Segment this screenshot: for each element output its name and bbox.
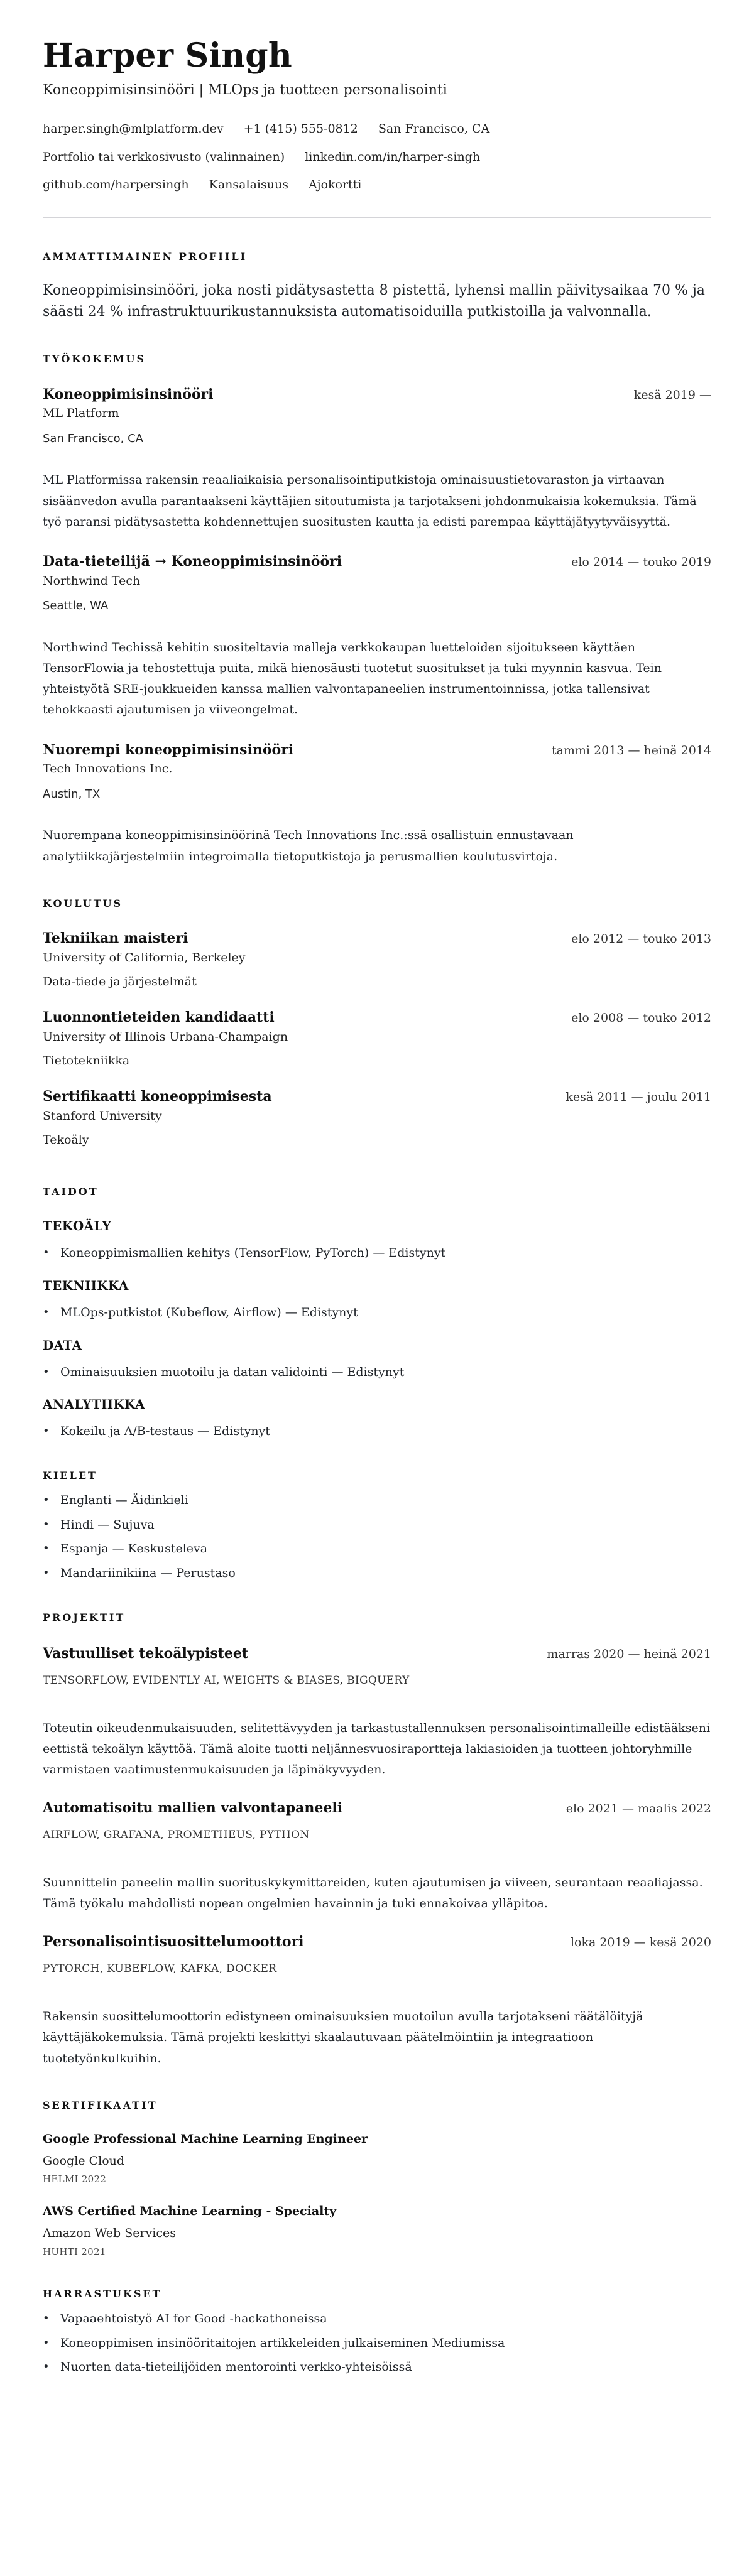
skill-category: ANALYTIIKKA [43, 1397, 145, 1412]
project-description: Suunnittelin paneelin mallin suorituskykymittareiden, kuten ajautumisen ja viiveen, seurantaan reaaliajassa. Tämä työkalu mahdollisti nopean ongelmien havainnin ja tuki ennakoivaa ylläpitoa. [43, 1875, 703, 1911]
job-dates: elo 2014 — touko 2019 [571, 555, 711, 570]
language-item: • Englanti — Äidinkieli [43, 1493, 711, 1508]
project-description: Rakensin suosittelumoottorin edistyneen ominaisuuksien muotoilun avulla tarjotakseni räätälöityjä käyttäjäkokemuksia. Tämä projekti keskittyi skaalautuvaan päätelmöintiin ja integraatioon tuotetyönkulkuihin. [43, 2010, 643, 2065]
project-entry [43, 1933, 711, 2069]
section-certifications [43, 2099, 711, 2258]
contact-row-2 [43, 149, 711, 165]
job-location: San Francisco, CA [43, 431, 143, 445]
skill-item: • Koneoppimismallien kehitys (TensorFlow, PyTorch) — Edistynyt [43, 1245, 711, 1261]
candidate-headline: Koneoppimisinsinööri | MLOps ja tuotteen personalisointi [43, 82, 447, 99]
section-profile [43, 251, 711, 323]
study-field: Tietotekniikka [43, 1054, 130, 1068]
certification-entry [43, 2204, 711, 2257]
certification-issuer: Amazon Web Services [43, 2226, 177, 2241]
interest-item: • Nuorten data-tieteilijöiden mentorointi verkko-yhteisöissä [43, 2359, 711, 2375]
skill-item: • Kokeilu ja A/B-testaus — Edistynyt [43, 1424, 711, 1439]
project-dates: marras 2020 — heinä 2021 [547, 1647, 711, 1662]
project-tech-stack: AIRFLOW, GRAFANA, PROMETHEUS, PYTHON [43, 1828, 310, 1841]
contact-location: San Francisco, CA [378, 121, 490, 136]
certification-issuer: Google Cloud [43, 2153, 125, 2168]
project-name: Automatisoitu mallien valvontapaneeli [43, 1800, 343, 1817]
job-title: Koneoppimisinsinööri [43, 386, 214, 403]
section-title-experience: TYÖKOKEMUS [43, 353, 146, 365]
contact-linkedin[interactable]: linkedin.com/in/harper-singh [305, 149, 481, 164]
project-entry [43, 1799, 711, 1914]
job-company: Tech Innovations Inc. [43, 762, 173, 776]
certification-name: Google Professional Machine Learning Engineer [43, 2132, 368, 2146]
contact-row-3 [43, 177, 711, 193]
section-experience [43, 353, 711, 867]
education-entry [43, 929, 711, 990]
section-interests [43, 2288, 711, 2375]
job-company: Northwind Tech [43, 573, 141, 588]
resume-header [43, 36, 711, 193]
education-entry [43, 1088, 711, 1148]
project-dates: loka 2019 — kesä 2020 [570, 1935, 711, 1950]
school-name: University of California, Berkeley [43, 950, 246, 965]
experience-entry [43, 553, 711, 721]
experience-entry [43, 741, 711, 867]
education-dates: elo 2012 — touko 2013 [571, 932, 711, 946]
skill-item: • Ominaisuuksien muotoilu ja datan validointi — Edistynyt [43, 1365, 711, 1380]
school-name: University of Illinois Urbana-Champaign [43, 1029, 288, 1044]
education-dates: elo 2008 — touko 2012 [571, 1011, 711, 1026]
skill-list [43, 1424, 711, 1439]
project-dates: elo 2021 — maalis 2022 [566, 1802, 711, 1816]
skill-category: DATA [43, 1337, 82, 1353]
degree-title: Sertifikaatti koneoppimisesta [43, 1088, 272, 1105]
job-title: Data-tieteilijä → Koneoppimisinsinööri [43, 553, 342, 570]
section-title-education: KOULUTUS [43, 897, 123, 909]
contact-citizenship: Kansalaisuus [209, 178, 288, 192]
language-item: • Mandariinikiina — Perustaso [43, 1566, 711, 1581]
contact-phone[interactable]: +1 (415) 555-0812 [243, 121, 358, 136]
section-title-skills: TAIDOT [43, 1185, 99, 1198]
degree-title: Luonnontieteiden kandidaatti [43, 1009, 275, 1026]
project-entry [43, 1645, 711, 1780]
profile-summary: Koneoppimisinsinööri, joka nosti pidätysastetta 8 pistettä, lyhensi mallin päivitysaikaa 70 % ja säästi 24 % infrastruktuurikustannuksista automatisoiduilla putkistoilla ja valvonnalla. [43, 283, 705, 320]
school-name: Stanford University [43, 1108, 162, 1123]
skill-list [43, 1305, 711, 1321]
skill-category: TEKNIIKKA [43, 1277, 129, 1293]
section-skills [43, 1186, 711, 1439]
candidate-name: Harper Singh [43, 36, 292, 75]
job-dates: kesä 2019 — [633, 387, 711, 402]
skill-list [43, 1245, 711, 1261]
skill-item: • MLOps-putkistot (Kubeflow, Airflow) — Edistynyt [43, 1305, 711, 1321]
job-title: Nuorempi koneoppimisinsinööri [43, 741, 294, 758]
certification-date: HUHTI 2021 [43, 2246, 106, 2258]
education-dates: kesä 2011 — joulu 2011 [566, 1090, 711, 1104]
skill-category: TEKOÄLY [43, 1218, 112, 1234]
section-education [43, 897, 711, 1148]
project-name: Personalisointisuosittelumoottori [43, 1934, 304, 1951]
project-description: Toteutin oikeudenmukaisuuden, selitettävyyden ja tarkastustallennuksen personalisointimalleille edistääkseni eettistä tekoälyn käyttöä. Tämä aloite tuotti neljännesvuosiraportteja lakiasioiden ja tuotteen johtoryhmille varmistaen vaatimustenmukaisuuden ja läpinäkyvyyden. [43, 1721, 711, 1777]
language-item: • Espanja — Keskusteleva [43, 1541, 711, 1557]
contact-drivers-license: Ajokortti [308, 178, 362, 192]
job-location: Seattle, WA [43, 599, 109, 613]
experience-entry [43, 386, 711, 533]
section-title-certifications: SERTIFIKAATIT [43, 2099, 158, 2111]
job-description: ML Platformissa rakensin reaaliaikaisia personalisointiputkistoja ominaisuustietovaraston ja virtaavan sisäänvedon avulla parantaakseni käyttäjien sitoutumista ja tarjotakseni johdonmukaisia kokemuksia. Tämä työ paransi pidätysastetta kohdennettujen suositusten kautta ja edisti parempaa käyttäjätyytyväisyyttä. [43, 473, 697, 529]
certification-entry [43, 2131, 711, 2185]
project-name: Vastuulliset tekoälypisteet [43, 1645, 249, 1662]
job-location: Austin, TX [43, 787, 101, 801]
job-dates: tammi 2013 — heinä 2014 [551, 743, 711, 757]
section-title-languages: KIELET [43, 1469, 97, 1481]
contact-email[interactable]: harper.singh@mlplatform.dev [43, 121, 224, 136]
job-company: ML Platform [43, 406, 119, 421]
section-title-interests: HARRASTUKSET [43, 2287, 162, 2300]
contact-row-1 [43, 121, 711, 137]
certification-name: AWS Certified Machine Learning - Specialty [43, 2204, 337, 2219]
section-title-profile: AMMATTIMAINEN PROFIILI [43, 251, 248, 263]
project-tech-stack: PYTORCH, KUBEFLOW, KAFKA, DOCKER [43, 1962, 277, 1976]
job-description: Nuorempana koneoppimisinsinöörinä Tech Innovations Inc.:ssä osallistuin ennustavaan analytiikkajärjestelmiin integroimalla tietoputkistoja ja perusmallien koulutusvirtoja. [43, 828, 574, 863]
degree-title: Tekniikan maisteri [43, 930, 188, 947]
section-languages [43, 1469, 711, 1581]
header-divider [43, 217, 711, 218]
language-list [43, 1493, 711, 1581]
interest-item: • Vapaaehtoistyö AI for Good -hackathoneissa [43, 2311, 711, 2327]
certification-date: HELMI 2022 [43, 2173, 107, 2185]
study-field: Data-tiede ja järjestelmät [43, 975, 197, 989]
section-title-projects: PROJEKTIT [43, 1611, 126, 1623]
contact-portfolio[interactable]: Portfolio tai verkkosivusto (valinnainen) [43, 149, 285, 164]
interest-list [43, 2311, 711, 2375]
education-entry [43, 1009, 711, 1069]
contact-github[interactable]: github.com/harpersingh [43, 178, 189, 192]
interest-item: • Koneoppimisen insinööritaitojen artikkeleiden julkaiseminen Mediumissa [43, 2335, 711, 2351]
section-projects [43, 1611, 711, 2069]
project-tech-stack: TENSORFLOW, EVIDENTLY AI, WEIGHTS & BIASES, BIGQUERY [43, 1674, 410, 1687]
skill-list [43, 1365, 711, 1380]
study-field: Tekoäly [43, 1133, 89, 1147]
language-item: • Hindi — Sujuva [43, 1517, 711, 1533]
job-description: Northwind Techissä kehitin suositeltavia malleja verkkokaupan luetteloiden sijoitukseen käyttäen TensorFlowia ja tehostettuja puita, mikä hienosäusti tuotetut suositukset ja tuki myynnin kasvua. Tein yhteistyötä SRE-joukkueiden kanssa mallien valvontapaneelien instrumentoinnissa, jotka tallensivat tehokkaasti ajautumisen ja viiveongelmat. [43, 640, 662, 717]
